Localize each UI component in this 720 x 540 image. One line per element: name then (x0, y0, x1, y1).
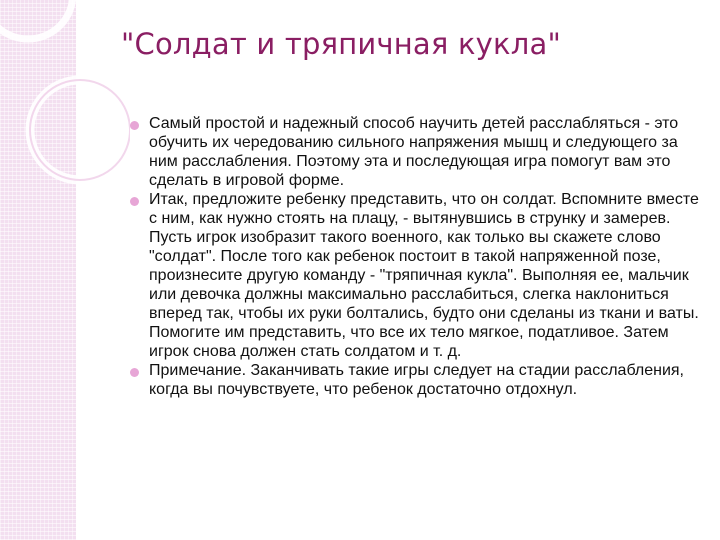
bullet-text: Примечание. Заканчивать такие игры следует на стадии расслабления, когда вы почувствуете, что ребенок достаточно отдохнул. (149, 362, 684, 398)
bullet-item (130, 190, 700, 361)
bullet-list (130, 114, 700, 399)
bullet-item (130, 114, 700, 190)
bullet-text: Самый простой и надежный способ научить детей расслабляться - это обучить их чередованию сильного напряжения мышц и следующего за ним расслабления. Поэтому эта и последующая игра помогут вам это сделать в игровой форме. (149, 115, 679, 189)
bullet-item (130, 361, 700, 399)
bullet-text: Итак, предложите ребенку представить, что он солдат. Вспомните вместе с ним, как нужно стоять на плацу, - вытянувшись в струнку и замерев. Пусть игрок изобразит такого военного, как только вы скажете слово "солдат". После того как ребенок постоит в такой напряженной позе, произнесите другую команду - "тряпичная кукла". Выполняя ее, мальчик или девочка должны максимально расслабиться, слегка наклониться вперед так, чтобы их руки болтались, будто они сделаны из ткани и ваты. Помогите им представить, что все их тело мягкое, податливое. Затем игрок снова должен стать солдатом и т. д. (149, 191, 699, 360)
decorative-circles (0, 0, 130, 200)
bullet-dot-icon (130, 368, 139, 377)
slide-title: "Солдат и тряпичная кукла" (121, 27, 561, 61)
bullet-dot-icon (130, 197, 139, 206)
bullet-dot-icon (130, 121, 139, 130)
